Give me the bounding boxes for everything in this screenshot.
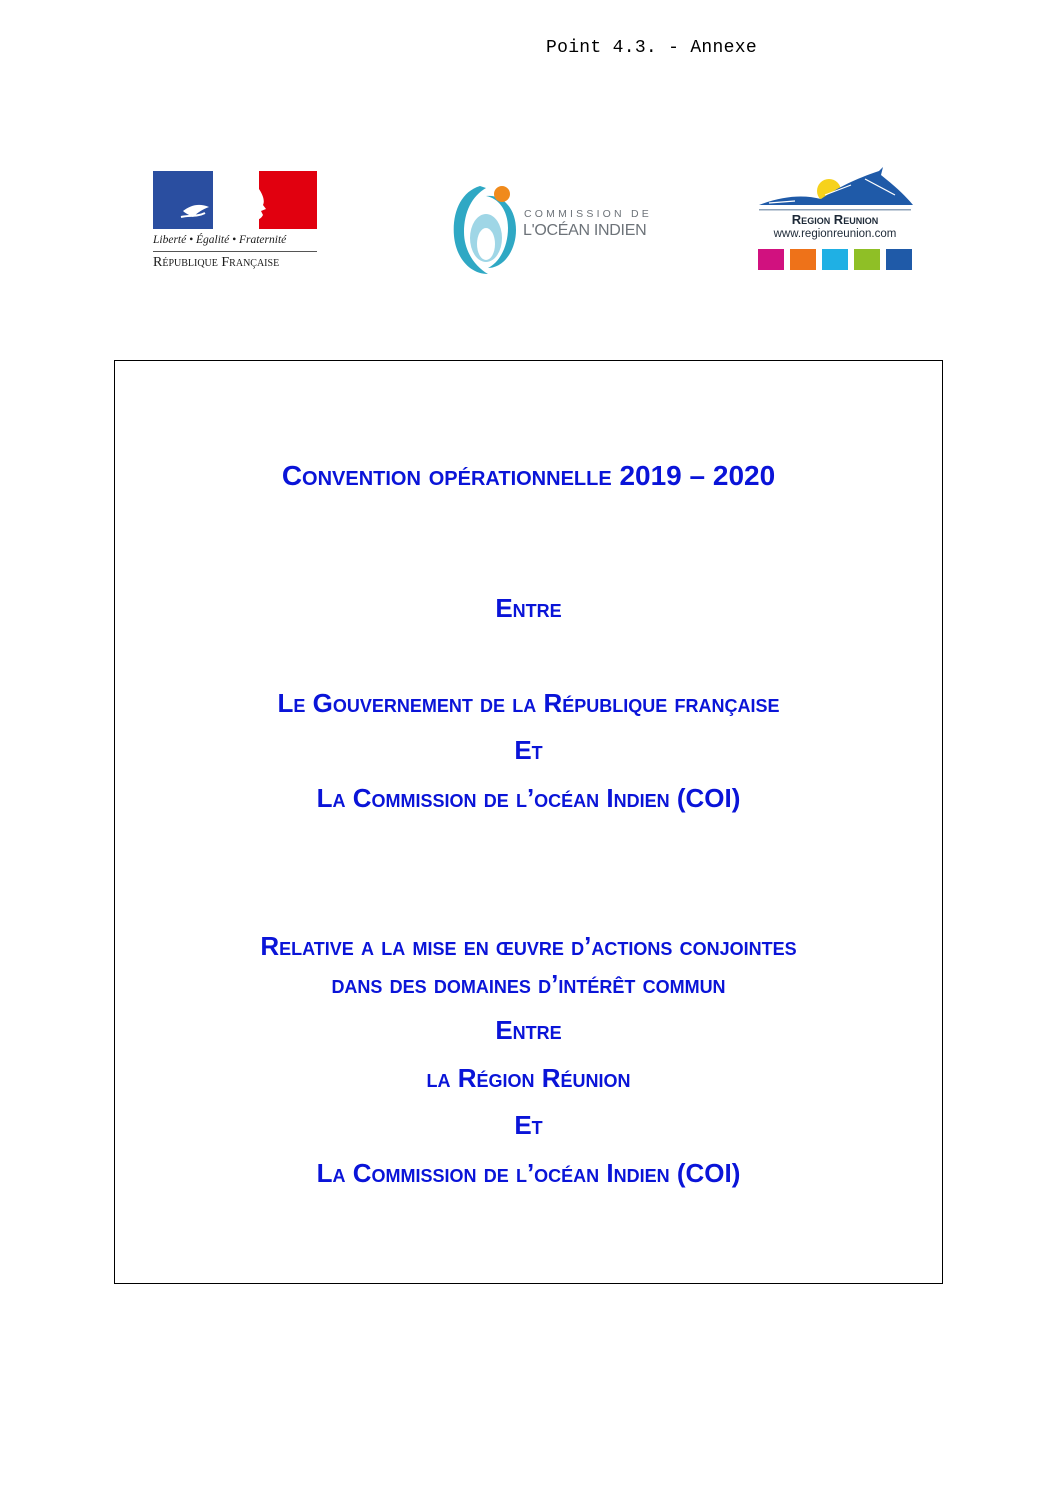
document-reference: Point 4.3. - Annexe xyxy=(546,38,757,58)
title-frame xyxy=(114,360,943,1284)
swatch-green xyxy=(854,249,880,270)
party-gouvernement: Le Gouvernement de la République française xyxy=(277,688,780,718)
coi-line-2: L'OCÉAN INDIEN xyxy=(523,222,647,239)
party-coi-1: La Commission de l’océan Indien (COI) xyxy=(316,783,741,813)
coi-emblem-icon xyxy=(450,180,520,276)
swatch-blue xyxy=(886,249,912,270)
subject-line-1: Relative a la mise en œuvre d’actions conjointes xyxy=(260,931,797,961)
color-swatches xyxy=(758,249,912,270)
region-reunion-logo xyxy=(755,165,915,275)
between-label-1: Entre xyxy=(495,593,562,623)
and-label-2: Et xyxy=(514,1110,543,1140)
party-region-reunion: la Région Réunion xyxy=(426,1063,631,1093)
region-reunion-name: Region Reunion xyxy=(791,212,879,227)
party-coi-2: La Commission de l’océan Indien (COI) xyxy=(316,1158,741,1188)
coi-line-1: COMMISSION DE xyxy=(524,208,652,220)
subject-line-2: dans des domaines d’intérêt commun xyxy=(331,969,726,999)
swatch-cyan xyxy=(822,249,848,270)
convention-title: Convention opérationnelle 2019 – 2020 xyxy=(281,460,776,491)
and-label-1: Et xyxy=(514,735,543,765)
republique-name: République Française xyxy=(153,255,280,270)
coi-logo xyxy=(450,180,650,276)
between-label-2: Entre xyxy=(495,1015,562,1045)
swatch-magenta xyxy=(758,249,784,270)
region-reunion-url: www.regionreunion.com xyxy=(773,228,897,240)
swatch-orange xyxy=(790,249,816,270)
republique-motto: Liberté • Égalité • Fraternité xyxy=(153,234,287,246)
marianne-flag-icon xyxy=(153,171,317,229)
republique-francaise-logo xyxy=(153,171,319,277)
volcano-sun-icon xyxy=(755,165,915,215)
motto-divider xyxy=(153,251,317,252)
